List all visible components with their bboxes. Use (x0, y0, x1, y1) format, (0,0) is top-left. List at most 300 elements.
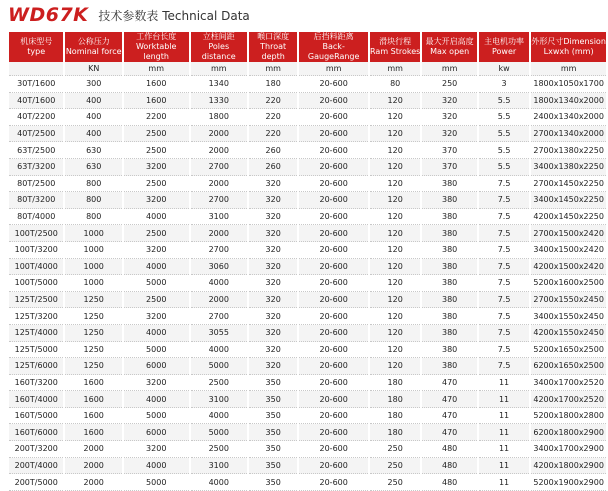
table-cell: 20-600 (299, 391, 368, 408)
column-header-en: Ram Strokes (370, 47, 421, 56)
table-cell: 320 (249, 308, 297, 325)
table-cell: 2700 (191, 192, 247, 209)
table-row (9, 391, 606, 408)
table-cell: 2700 (191, 308, 247, 325)
table-cell: 5.5 (479, 109, 529, 126)
table-cell: 1000 (65, 242, 121, 259)
table-cell: 20-600 (299, 126, 368, 143)
column-header-en: Worktable length (135, 42, 177, 61)
table-row (9, 308, 606, 325)
table-cell: 120 (370, 342, 420, 359)
table-cell: 160T/5000 (9, 408, 63, 425)
spec-table (7, 32, 608, 491)
unit-cell: kw (479, 62, 529, 76)
table-cell: 380 (422, 176, 476, 193)
table-cell: 160T/3200 (9, 375, 63, 392)
table-cell: 5.5 (479, 142, 529, 159)
table-cell: 1250 (65, 342, 121, 359)
table-cell: 4200x1450x2250 (531, 209, 606, 226)
table-cell: 2000 (65, 441, 121, 458)
table-cell: 125T/5000 (9, 342, 63, 359)
table-cell: 7.5 (479, 209, 529, 226)
table-cell: 120 (370, 176, 420, 193)
units-row (9, 62, 606, 76)
table-cell: 20-600 (299, 441, 368, 458)
table-row (9, 242, 606, 259)
table-cell: 1330 (191, 93, 247, 110)
table-cell: 120 (370, 292, 420, 309)
table-cell: 11 (479, 474, 529, 491)
table-cell: 6200x1650x2500 (531, 358, 606, 375)
table-cell: 7.5 (479, 308, 529, 325)
table-cell: 4000 (191, 474, 247, 491)
table-cell: 470 (422, 375, 476, 392)
table-cell: 7.5 (479, 242, 529, 259)
table-row (9, 192, 606, 209)
column-header-cn: 主电机功率 (484, 37, 525, 46)
table-body (9, 62, 606, 491)
table-cell: 3100 (191, 458, 247, 475)
table-cell: 400 (65, 109, 121, 126)
table-cell: 7.5 (479, 275, 529, 292)
table-cell: 180 (370, 424, 420, 441)
table-cell: 260 (249, 159, 297, 176)
table-cell: 2500 (191, 441, 247, 458)
column-header-en: Lxwxh (mm) (543, 47, 594, 56)
table-cell: 5.5 (479, 126, 529, 143)
table-cell: 20-600 (299, 242, 368, 259)
table-cell: 380 (422, 242, 476, 259)
table-cell: 2500 (124, 292, 189, 309)
column-header (422, 32, 476, 62)
table-cell: 1800x1340x2000 (531, 93, 606, 110)
table-cell: 480 (422, 458, 476, 475)
unit-cell: mm (370, 62, 420, 76)
table-cell: 3055 (191, 325, 247, 342)
table-cell: 380 (422, 342, 476, 359)
table-row (9, 458, 606, 475)
table-cell: 2400x1340x2000 (531, 109, 606, 126)
table-cell: 5000 (124, 408, 189, 425)
table-cell: 180 (370, 408, 420, 425)
table-cell: 125T/3200 (9, 308, 63, 325)
table-cell: 2700x1550x2450 (531, 292, 606, 309)
table-cell: 5000 (191, 424, 247, 441)
table-cell: 20-600 (299, 159, 368, 176)
table-row (9, 474, 606, 491)
table-cell: 2700x1380x2250 (531, 142, 606, 159)
table-cell: 1250 (65, 358, 121, 375)
table-cell: 350 (249, 441, 297, 458)
table-cell: 320 (422, 126, 476, 143)
table-cell: 320 (249, 225, 297, 242)
table-cell: 1600 (65, 408, 121, 425)
table-cell: 160T/6000 (9, 424, 63, 441)
column-header-en: Throat depth (260, 42, 287, 61)
table-cell: 1250 (65, 308, 121, 325)
table-cell: 4000 (191, 408, 247, 425)
table-cell: 1000 (65, 259, 121, 276)
column-header-cn: 后挡料距离 (313, 32, 354, 41)
column-header-en: Poles distance (201, 42, 236, 61)
table-cell: 40T/2500 (9, 126, 63, 143)
table-cell: 120 (370, 275, 420, 292)
table-cell: 630 (65, 142, 121, 159)
table-row (9, 76, 606, 93)
table-cell: 5000 (124, 474, 189, 491)
table-cell: 5200x1650x2500 (531, 342, 606, 359)
table-cell: 80T/2500 (9, 176, 63, 193)
table-cell: 3200 (124, 192, 189, 209)
table-cell: 320 (249, 209, 297, 226)
table-cell: 5200x1900x2900 (531, 474, 606, 491)
table-cell: 20-600 (299, 225, 368, 242)
table-cell: 100T/2500 (9, 225, 63, 242)
table-cell: 200T/5000 (9, 474, 63, 491)
table-row (9, 275, 606, 292)
table-cell: 380 (422, 225, 476, 242)
table-cell: 1000 (65, 225, 121, 242)
table-cell: 20-600 (299, 192, 368, 209)
table-row (9, 408, 606, 425)
unit-cell: mm (124, 62, 189, 76)
table-cell: 180 (370, 375, 420, 392)
table-cell: 3200 (124, 441, 189, 458)
column-header (370, 32, 420, 62)
table-cell: 7.5 (479, 358, 529, 375)
table-cell: 380 (422, 209, 476, 226)
table-cell: 20-600 (299, 325, 368, 342)
table-cell: 3 (479, 76, 529, 93)
table-cell: 120 (370, 126, 420, 143)
table-cell: 350 (249, 424, 297, 441)
table-cell: 20-600 (299, 458, 368, 475)
table-cell: 3060 (191, 259, 247, 276)
table-cell: 3100 (191, 391, 247, 408)
column-header-en: Back-GaugeRange (307, 42, 360, 61)
page-subtitle: 技术参数表 Technical Data (98, 8, 250, 23)
table-cell: 125T/6000 (9, 358, 63, 375)
table-cell: 300 (65, 76, 121, 93)
table-cell: 5.5 (479, 93, 529, 110)
table-cell: 320 (249, 358, 297, 375)
table-cell: 80 (370, 76, 420, 93)
table-cell: 7.5 (479, 225, 529, 242)
table-row (9, 424, 606, 441)
column-header (124, 32, 189, 62)
column-header (479, 32, 529, 62)
column-header (299, 32, 368, 62)
table-cell: 80T/4000 (9, 209, 63, 226)
table-row (9, 342, 606, 359)
table-cell: 20-600 (299, 259, 368, 276)
table-cell: 380 (422, 358, 476, 375)
table-cell: 11 (479, 424, 529, 441)
table-cell: 480 (422, 474, 476, 491)
table-cell: 120 (370, 242, 420, 259)
table-cell: 20-600 (299, 275, 368, 292)
table-cell: 2700 (191, 242, 247, 259)
table-cell: 220 (249, 126, 297, 143)
table-cell: 380 (422, 308, 476, 325)
table-cell: 350 (249, 375, 297, 392)
table-cell: 4200x1800x2900 (531, 458, 606, 475)
table-cell: 2700 (191, 159, 247, 176)
table-cell: 380 (422, 192, 476, 209)
table-cell: 100T/5000 (9, 275, 63, 292)
unit-cell: KN (65, 62, 121, 76)
table-cell: 180 (370, 391, 420, 408)
table-cell: 2700x1500x2420 (531, 225, 606, 242)
table-cell: 800 (65, 176, 121, 193)
table-cell: 125T/4000 (9, 325, 63, 342)
table-cell: 11 (479, 458, 529, 475)
table-cell: 3400x1500x2420 (531, 242, 606, 259)
table-cell: 120 (370, 142, 420, 159)
table-row (9, 225, 606, 242)
table-cell: 6000 (124, 358, 189, 375)
table-row (9, 259, 606, 276)
unit-cell: mm (422, 62, 476, 76)
table-row (9, 358, 606, 375)
unit-cell: mm (249, 62, 297, 76)
table-cell: 5000 (124, 342, 189, 359)
column-header-cn: 机床型号 (20, 37, 53, 46)
table-header-row (9, 32, 606, 62)
table-cell: 20-600 (299, 76, 368, 93)
table-cell: 11 (479, 408, 529, 425)
table-cell: 20-600 (299, 109, 368, 126)
table-cell: 470 (422, 424, 476, 441)
column-header-en: Nominal force (65, 47, 122, 56)
table-cell: 350 (249, 391, 297, 408)
table-cell: 100T/4000 (9, 259, 63, 276)
table-cell: 370 (422, 142, 476, 159)
table-cell: 120 (370, 209, 420, 226)
table-cell: 20-600 (299, 292, 368, 309)
table-cell: 630 (65, 159, 121, 176)
table-cell: 250 (422, 76, 476, 93)
table-cell: 20-600 (299, 176, 368, 193)
table-cell: 2000 (65, 458, 121, 475)
table-cell: 40T/1600 (9, 93, 63, 110)
table-row (9, 375, 606, 392)
table-cell: 3400x1380x2250 (531, 159, 606, 176)
table-cell: 20-600 (299, 308, 368, 325)
unit-cell (9, 62, 63, 76)
table-cell: 2500 (124, 176, 189, 193)
table-cell: 80T/3200 (9, 192, 63, 209)
table-cell: 2700x1450x2250 (531, 176, 606, 193)
table-cell: 7.5 (479, 192, 529, 209)
column-header-cn: 公称压力 (77, 37, 110, 46)
table-cell: 120 (370, 225, 420, 242)
column-header (249, 32, 297, 62)
column-header-en: type (27, 47, 46, 56)
table-cell: 350 (249, 474, 297, 491)
table-cell: 6000 (124, 424, 189, 441)
table-cell: 4200x1700x2520 (531, 391, 606, 408)
table-cell: 7.5 (479, 325, 529, 342)
table-cell: 40T/2200 (9, 109, 63, 126)
table-cell: 120 (370, 109, 420, 126)
table-cell: 5000 (191, 358, 247, 375)
table-cell: 400 (65, 93, 121, 110)
model-title: WD67K (8, 4, 89, 26)
unit-cell: mm (299, 62, 368, 76)
table-cell: 470 (422, 408, 476, 425)
table-cell: 380 (422, 275, 476, 292)
unit-cell: mm (191, 62, 247, 76)
table-cell: 20-600 (299, 408, 368, 425)
table-cell: 320 (249, 192, 297, 209)
column-header (65, 32, 121, 62)
table-cell: 5000 (124, 275, 189, 292)
column-header-cn: 工作台长度 (136, 32, 177, 41)
column-header-en: Max open (430, 47, 470, 56)
table-cell: 320 (249, 259, 297, 276)
table-cell: 250 (370, 441, 420, 458)
table-cell: 2500 (124, 142, 189, 159)
table-cell: 1250 (65, 292, 121, 309)
table-cell: 2000 (191, 292, 247, 309)
table-cell: 3200 (124, 375, 189, 392)
table-cell: 200T/4000 (9, 458, 63, 475)
table-cell: 1250 (65, 325, 121, 342)
table-cell: 2700x1340x2000 (531, 126, 606, 143)
column-header-cn: 最大开启高度 (425, 37, 474, 46)
table-cell: 2000 (65, 474, 121, 491)
table-cell: 120 (370, 93, 420, 110)
spec-table-container (7, 32, 608, 487)
table-cell: 7.5 (479, 342, 529, 359)
table-cell: 320 (249, 242, 297, 259)
table-cell: 3200 (124, 308, 189, 325)
table-cell: 2200 (124, 109, 189, 126)
table-cell: 120 (370, 358, 420, 375)
table-cell: 5200x1600x2500 (531, 275, 606, 292)
table-cell: 120 (370, 259, 420, 276)
table-cell: 4000 (124, 325, 189, 342)
table-cell: 5200x1800x2800 (531, 408, 606, 425)
table-cell: 125T/2500 (9, 292, 63, 309)
table-row (9, 93, 606, 110)
table-cell: 1600 (65, 375, 121, 392)
table-cell: 11 (479, 441, 529, 458)
table-cell: 250 (370, 458, 420, 475)
column-header-cn: 滑块行程 (379, 37, 412, 46)
table-cell: 4200x1550x2450 (531, 325, 606, 342)
table-cell: 3400x1700x2900 (531, 441, 606, 458)
table-row (9, 142, 606, 159)
column-header-cn: 外形尺寸Dimension (531, 37, 606, 46)
table-cell: 3400x1550x2450 (531, 308, 606, 325)
table-cell: 2000 (191, 126, 247, 143)
table-cell: 120 (370, 308, 420, 325)
table-cell: 63T/3200 (9, 159, 63, 176)
table-cell: 350 (249, 458, 297, 475)
table-row (9, 441, 606, 458)
table-cell: 20-600 (299, 424, 368, 441)
table-cell: 320 (422, 93, 476, 110)
table-cell: 1800x1050x1700 (531, 76, 606, 93)
table-cell: 380 (422, 325, 476, 342)
table-cell: 3200 (124, 242, 189, 259)
table-row (9, 126, 606, 143)
column-header (9, 32, 63, 62)
table-cell: 250 (370, 474, 420, 491)
table-cell: 2000 (191, 225, 247, 242)
table-cell: 7.5 (479, 259, 529, 276)
table-cell: 200T/3200 (9, 441, 63, 458)
table-cell: 4000 (124, 259, 189, 276)
table-cell: 1600 (65, 391, 121, 408)
table-cell: 7.5 (479, 176, 529, 193)
table-cell: 63T/2500 (9, 142, 63, 159)
table-cell: 11 (479, 391, 529, 408)
column-header-en: Power (491, 47, 517, 56)
table-cell: 2500 (191, 375, 247, 392)
table-cell: 320 (249, 292, 297, 309)
table-cell: 30T/1600 (9, 76, 63, 93)
column-header (531, 32, 606, 62)
table-cell: 120 (370, 325, 420, 342)
unit-cell: mm (531, 62, 606, 76)
table-cell: 4000 (124, 458, 189, 475)
table-cell: 20-600 (299, 93, 368, 110)
table-cell: 20-600 (299, 358, 368, 375)
table-cell: 20-600 (299, 375, 368, 392)
table-cell: 11 (479, 375, 529, 392)
title-bar (8, 0, 250, 30)
table-cell: 4000 (124, 391, 189, 408)
table-cell: 2000 (191, 176, 247, 193)
column-header (191, 32, 247, 62)
table-cell: 5.5 (479, 159, 529, 176)
table-cell: 1000 (65, 275, 121, 292)
table-cell: 20-600 (299, 474, 368, 491)
table-cell: 2500 (124, 126, 189, 143)
table-cell: 3200 (124, 159, 189, 176)
table-cell: 220 (249, 109, 297, 126)
table-cell: 20-600 (299, 142, 368, 159)
table-cell: 160T/4000 (9, 391, 63, 408)
table-cell: 3400x1700x2520 (531, 375, 606, 392)
table-cell: 1600 (124, 76, 189, 93)
table-row (9, 209, 606, 226)
table-cell: 1340 (191, 76, 247, 93)
table-cell: 800 (65, 209, 121, 226)
table-cell: 20-600 (299, 342, 368, 359)
table-cell: 220 (249, 93, 297, 110)
table-cell: 120 (370, 192, 420, 209)
column-header-cn: 喉口深度 (257, 32, 290, 41)
table-cell: 320 (249, 176, 297, 193)
table-row (9, 109, 606, 126)
table-row (9, 325, 606, 342)
table-cell: 380 (422, 292, 476, 309)
table-cell: 3400x1450x2250 (531, 192, 606, 209)
table-cell: 320 (249, 275, 297, 292)
table-cell: 4000 (191, 275, 247, 292)
table-cell: 2000 (191, 142, 247, 159)
table-cell: 120 (370, 159, 420, 176)
table-cell: 3100 (191, 209, 247, 226)
table-row (9, 176, 606, 193)
table-cell: 470 (422, 391, 476, 408)
table-row (9, 159, 606, 176)
table-cell: 380 (422, 259, 476, 276)
